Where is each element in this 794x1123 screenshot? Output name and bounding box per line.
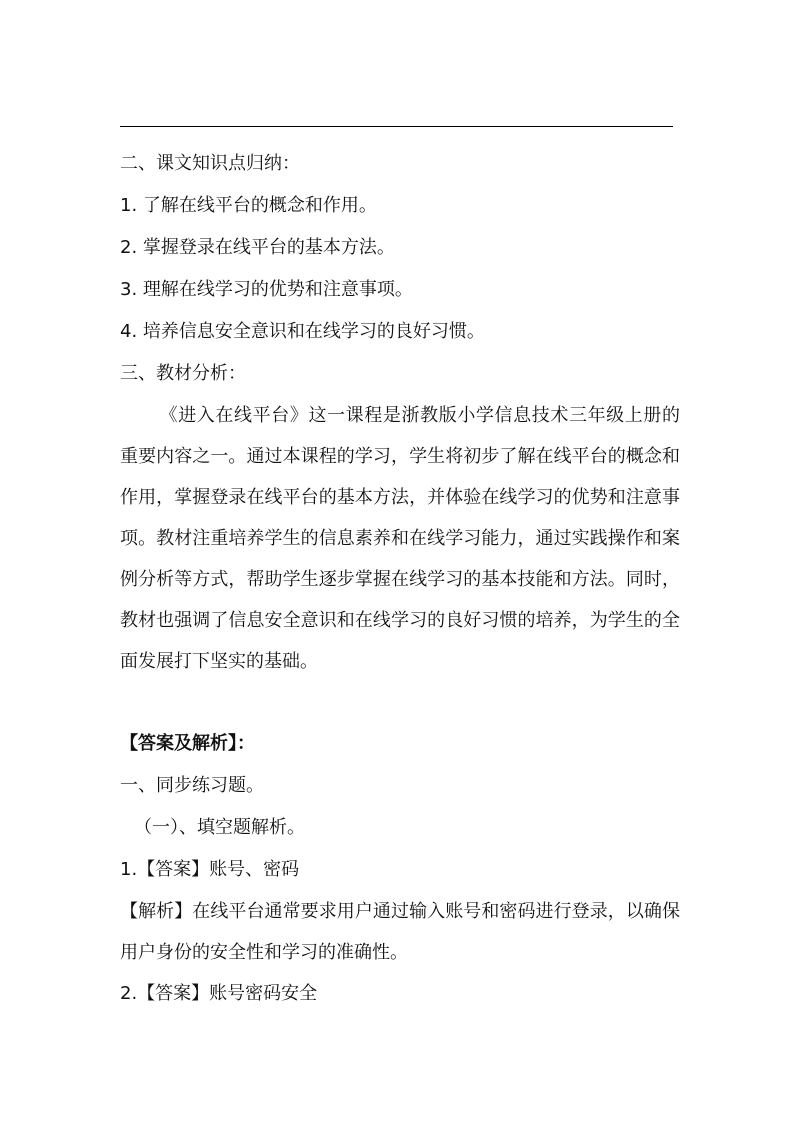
answers-heading: 【答案及解析】： (120, 733, 255, 754)
section-3-heading: 三、教材分析： (120, 363, 246, 384)
fill-in-blank-heading: （一）、填空题解析。 (134, 817, 305, 838)
question-2-answer: 2.【答案】账号密码安全 (120, 983, 318, 1004)
knowledge-point-4: 4. 培养信息安全意识和在线学习的良好习惯。 (120, 321, 485, 342)
part-1-heading: 一、同步练习题。 (120, 775, 264, 796)
document-body (120, 143, 680, 1015)
textbook-analysis-paragraph: 《进入在线平台》这一课程是浙教版小学信息技术三年级上册的重要内容之一。通过本课程的学习，学生将初步了解在线平台的概念和作用，掌握登录在线平台的基本方法，并体验在线学习的优势和注意事项。教材注重培养学生的信息素养和在线学习能力，通过实践操作和案例分析等方式，帮助学生逐步掌握在线学习的基本技能和方法。同时，教材也强调了信息安全意识和在线学习的良好习惯的培养，为学生的全面发展打下坚实的基础。 (120, 405, 680, 672)
knowledge-point-1: 1. 了解在线平台的概念和作用。 (120, 195, 377, 216)
header-rule (120, 126, 673, 127)
knowledge-point-3: 3. 理解在线学习的优势和注意事项。 (120, 279, 413, 300)
section-2-heading: 二、课文知识点归纳： (120, 153, 300, 174)
question-1-answer: 1.【答案】账号、密码 (120, 859, 300, 880)
knowledge-point-2: 2. 掌握登录在线平台的基本方法。 (120, 237, 395, 258)
section-spacer (120, 682, 680, 723)
question-1-analysis: 【解析】在线平台通常要求用户通过输入账号和密码进行登录，以确保用户身份的安全性和学习的准确性。 (120, 901, 680, 963)
